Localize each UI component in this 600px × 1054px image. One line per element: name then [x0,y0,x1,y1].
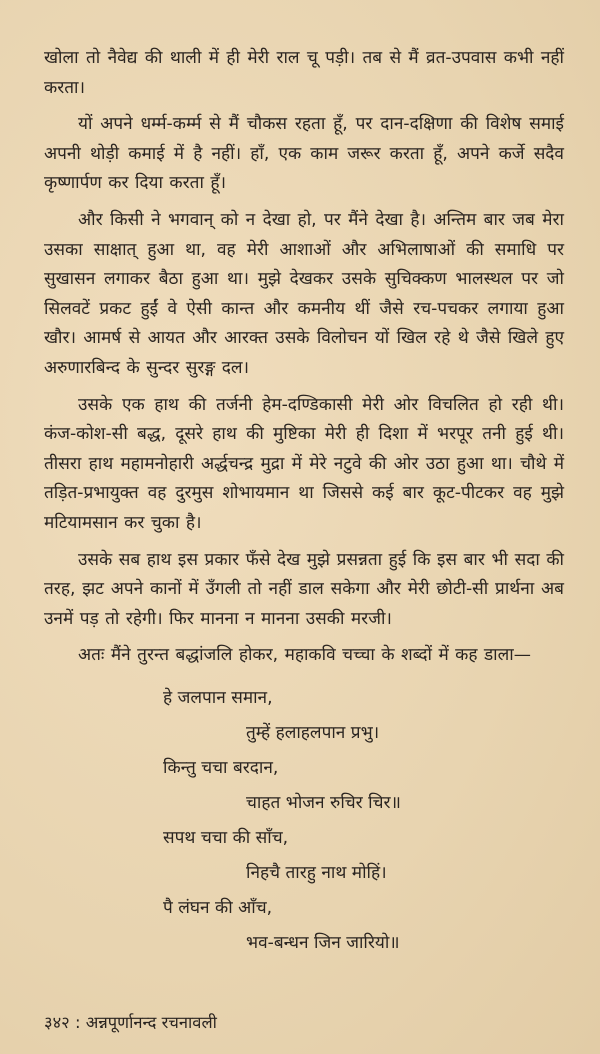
paragraph-6: अतः मैंने तुरन्त बद्धांजलि होकर, महाकवि चच्चा के शब्दों में कह डाला— [78,645,531,666]
paragraph-4: उसके एक हाथ की तर्जनी हेम-दण्डिकासी मेरी ओर विचलित हो रही थी। कंज-कोश-सी बद्ध, दूसरे हाथ की मुष्टिका मेरी ही दिशा में भरपूर तनी हुई थी। तीसरा हाथ महामनोहारी अर्द्धचन्द्र मुद्रा में मेरे नटुवे की ओर उठा हुआ था। चौथे में तड़ित-प्रभायुक्त वह दुरमुस शोभायमान था जिससे कई बार कूट-पीटकर वह मुझे मटियामसान कर चुका है। [44,394,564,533]
verse-line: चाहत भोजन रुचिर चिर॥ [246,792,401,813]
verse-line: पै लंघन की आँच, [163,897,273,918]
paragraph-1: खोला तो नैवेद्य की थाली में ही मेरी राल चू पड़ी। तब से मैं व्रत-उपवास कभी नहीं करता। [44,48,564,98]
verse-line: तुम्हें हलाहलपान प्रभु। [246,722,380,743]
paragraph-3: और किसी ने भगवान् को न देखा हो, पर मैंने देखा है। अन्तिम बार जब मेरा उसका साक्षात् हुआ था, वह मेरी आशाओं और अभिलाषाओं की समाधि पर सुखासन लगाकर बैठा हुआ था। मुझे देखकर उसके सुचिक्कण भालस्थल पर जो सिलवटें प्रकट हुईं वे ऐसी कान्त और कमनीय थीं जैसे रच-पचकर लगाया हुआ खौर। आमर्ष से आयत और आरक्त उसके विलोचन यों खिल रहे थे जैसे खिले हुए अरुणारबिन्द के सुन्दर सुरङ्ग दल। [44,209,564,378]
verse-block [44,681,564,961]
verse-line: किन्तु चचा बरदान, [163,757,279,778]
verse-line: निहचै तारहु नाथ मोहिं। [246,862,387,883]
paragraph-5: उसके सब हाथ इस प्रकार फँसे देख मुझे प्रसन्नता हुई कि इस बार भी सदा की तरह, झट अपने कानों में उँगली तो नहीं डाल सकेगा और मेरी छोटी-सी प्रार्थना अब उनमें पड़ तो रहेगी। फिर मानना न मानना उसकी मरजी। [44,549,564,629]
verse-line: भव-बन्धन जिन जारियो॥ [246,932,400,953]
page-footer: ३४२ : अन्नपूर्णानन्द रचनावली [44,1013,217,1032]
verse-line: हे जलपान समान, [163,687,273,708]
verse-line: सपथ चचा की साँच, [163,827,289,848]
paragraph-2: यों अपने धर्म्म-कर्म्म से मैं चौकस रहता हूँ, पर दान-दक्षिणा की विशेष समाई अपनी थोड़ी कमाई में है नहीं। हाँ, एक काम जरूर करता हूँ, अपने कर्जे सदैव कृष्णार्पण कर दिया करता हूँ। [44,114,564,194]
